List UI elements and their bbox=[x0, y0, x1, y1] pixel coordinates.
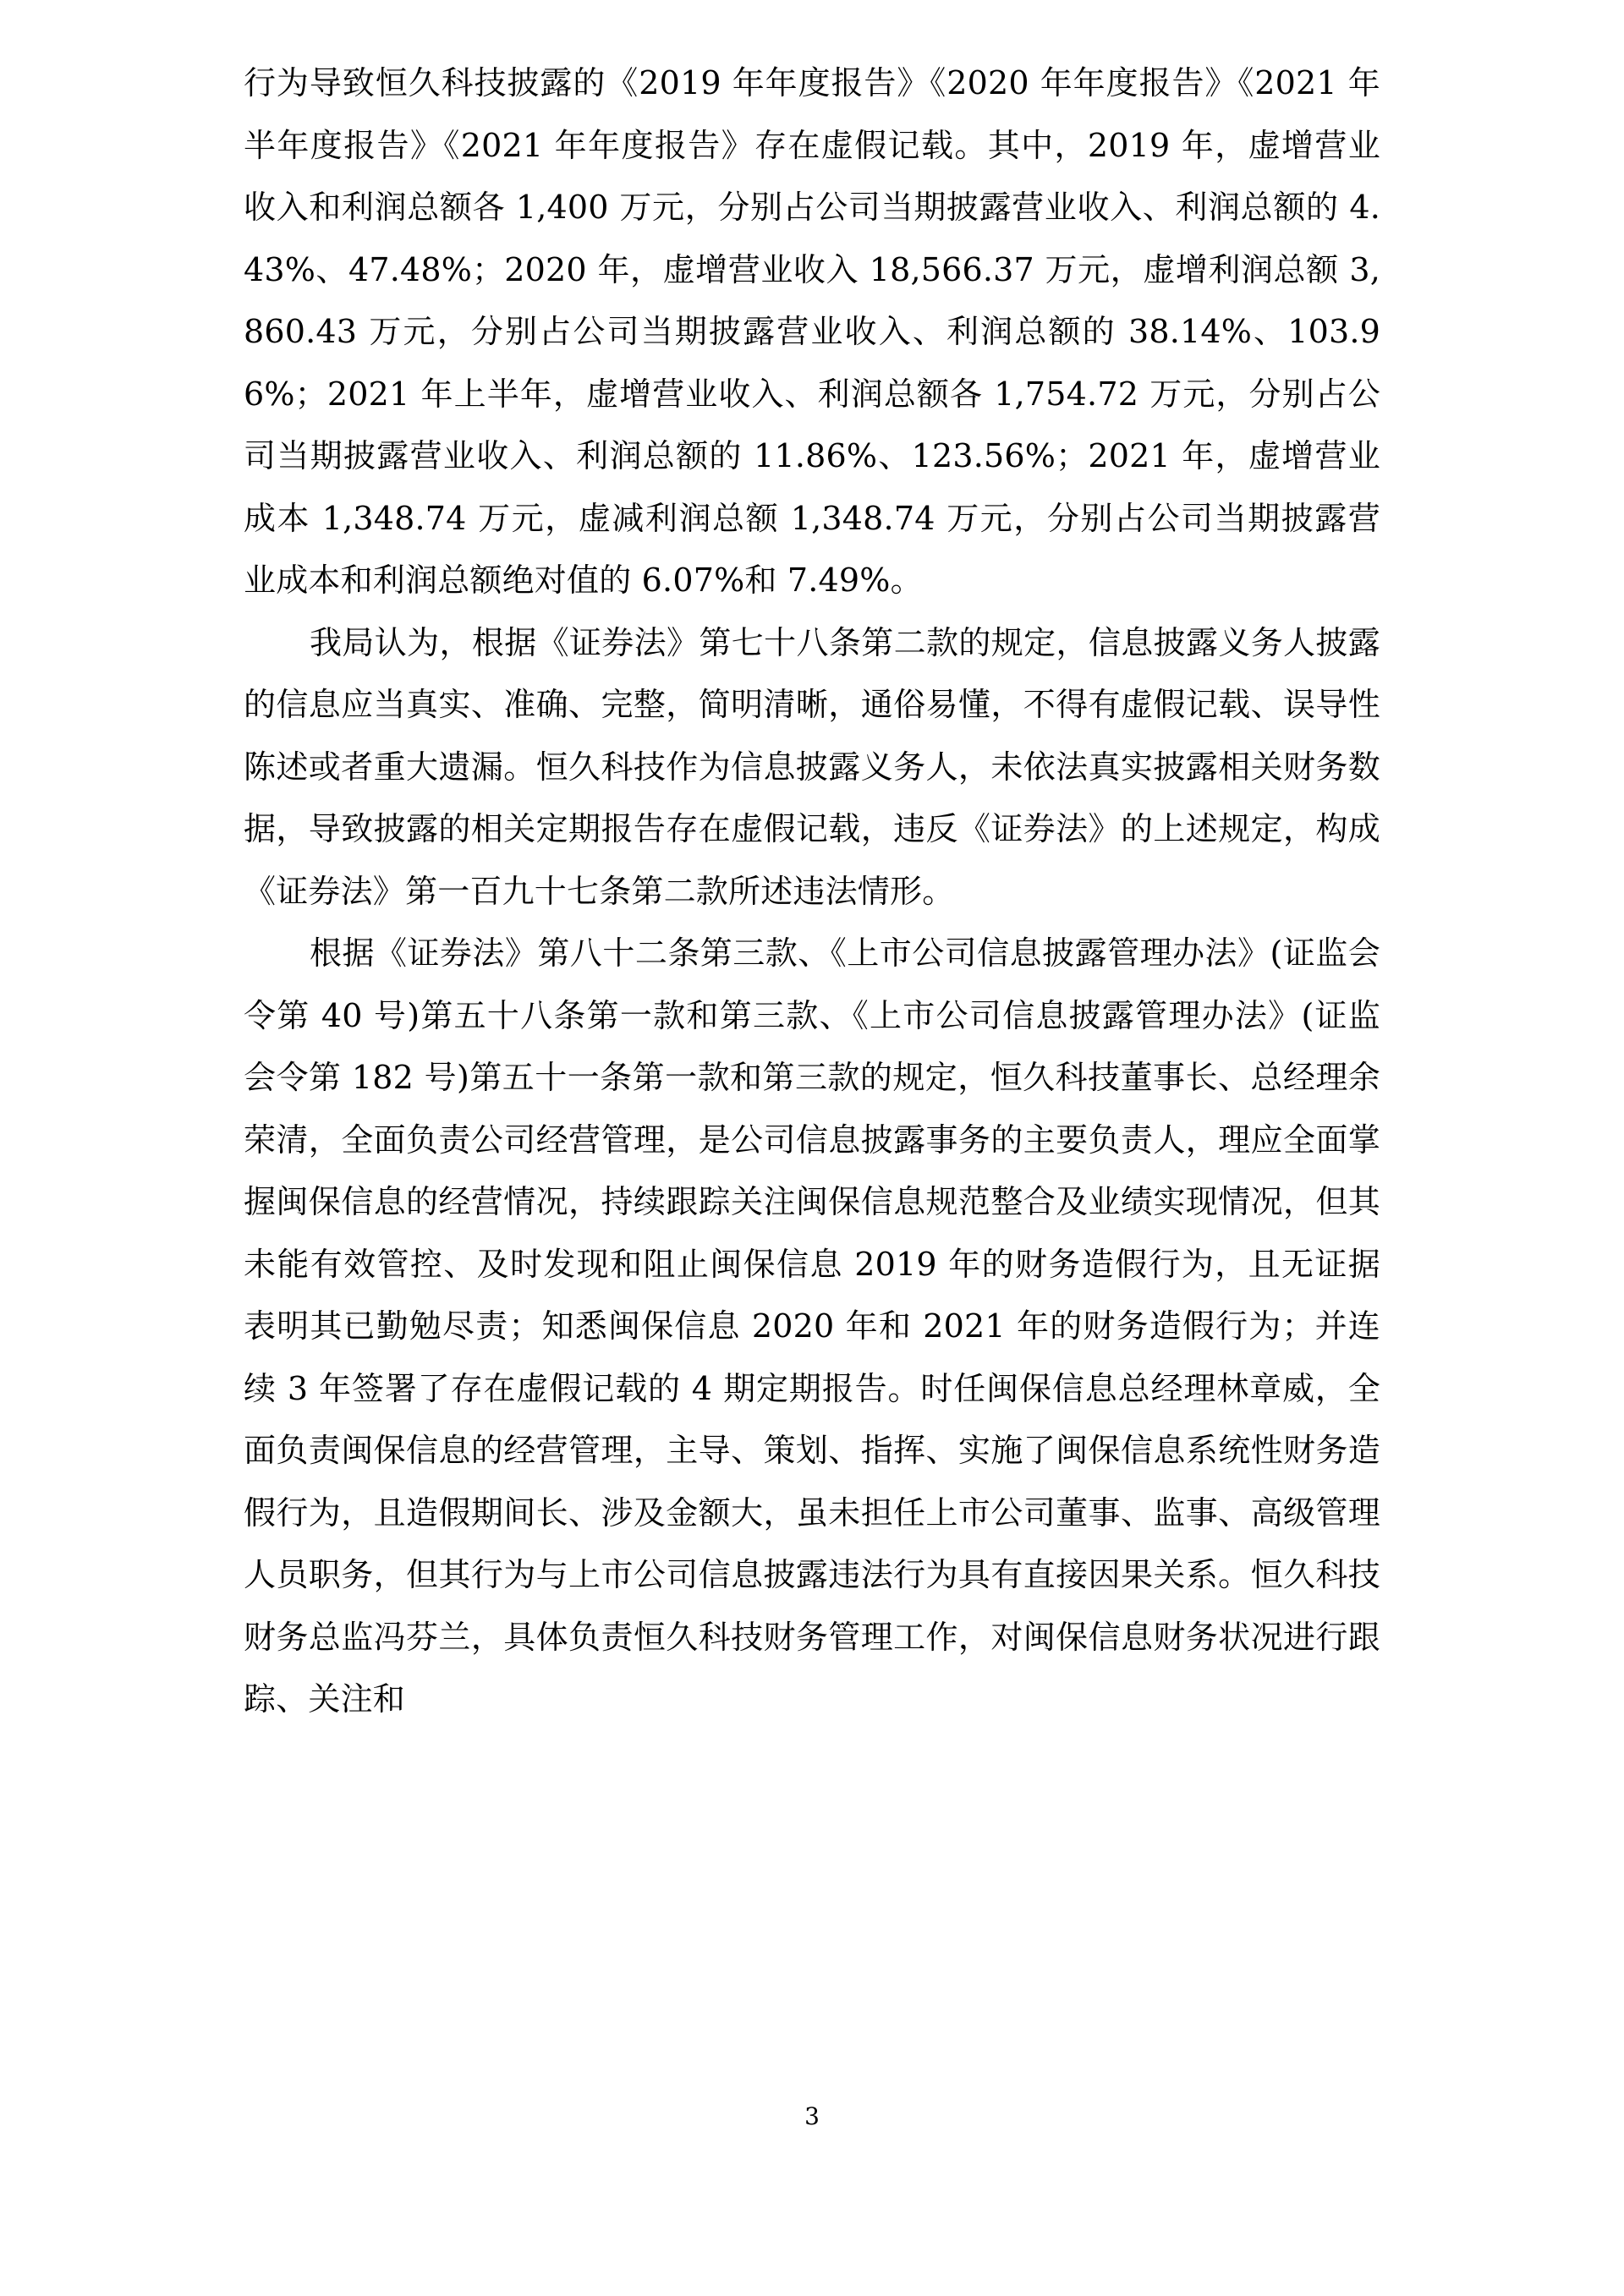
document-body bbox=[244, 52, 1380, 1731]
paragraph-fraud-figures: 行为导致恒久科技披露的《2019 年年度报告》《2020 年年度报告》《2021 年半年度报告》《2021 年年度报告》存在虚假记载。其中，2019 年，虚增营业收入和利润总额各 1,400 万元，分别占公司当期披露营业收入、利润总额的 4.43%、47.48%；2020 年，虚增营业收入 18,566.37 万元，虚增利润总额 3,860.43 万元，分别占公司当期披露营业收入、利润总额的 38.14%、103.96%；2021 年上半年，虚增营业收入、利润总额各 1,754.72 万元，分别占公司当期披露营业收入、利润总额的 11.86%、123.56%；2021 年，虚增营业成本 1,348.74 万元，虚减利润总额 1,348.74 万元，分别占公司当期披露营业成本和利润总额绝对值的 6.07%和 7.49%。 bbox=[244, 64, 1380, 599]
page-number: 3 bbox=[804, 2102, 820, 2130]
paragraph-legal-opinion: 我局认为，根据《证券法》第七十八条第二款的规定，信息披露义务人披露的信息应当真实、准确、完整，简明清晰，通俗易懂，不得有虚假记载、误导性陈述或者重大遗漏。恒久科技作为信息披露义务人，未依法真实披露相关财务数据，导致披露的相关定期报告存在虚假记载，违反《证券法》的上述规定，构成《证券法》第一百九十七条第二款所述违法情形。 bbox=[244, 623, 1380, 910]
paragraph-responsible-persons: 根据《证券法》第八十二条第三款、《上市公司信息披露管理办法》(证监会令第 40 号)第五十八条第一款和第三款、《上市公司信息披露管理办法》(证监会令第 182 号)第五十一条第一款和第三款的规定，恒久科技董事长、总经理余荣清，全面负责公司经营管理，是公司信息披露事务的主要负责人，理应全面掌握闽保信息的经营情况，持续跟踪关注闽保信息规范整合及业绩实现情况，但其未能有效管控、及时发现和阻止闽保信息 2019 年的财务造假行为，且无证据表明其已勤勉尽责；知悉闽保信息 2020 年和 2021 年的财务造假行为；并连续 3 年签署了存在虚假记载的 4 期定期报告。时任闽保信息总经理林章威，全面负责闽保信息的经营管理，主导、策划、指挥、实施了闽保信息系统性财务造假行为，且造假期间长、涉及金额大，虽未担任上市公司董事、监事、高级管理人员职务，但其行为与上市公司信息披露违法行为具有直接因果关系。恒久科技财务总监冯芬兰，具体负责恒久科技财务管理工作，对闽保信息财务状况进行跟踪、关注和 bbox=[244, 934, 1380, 1718]
